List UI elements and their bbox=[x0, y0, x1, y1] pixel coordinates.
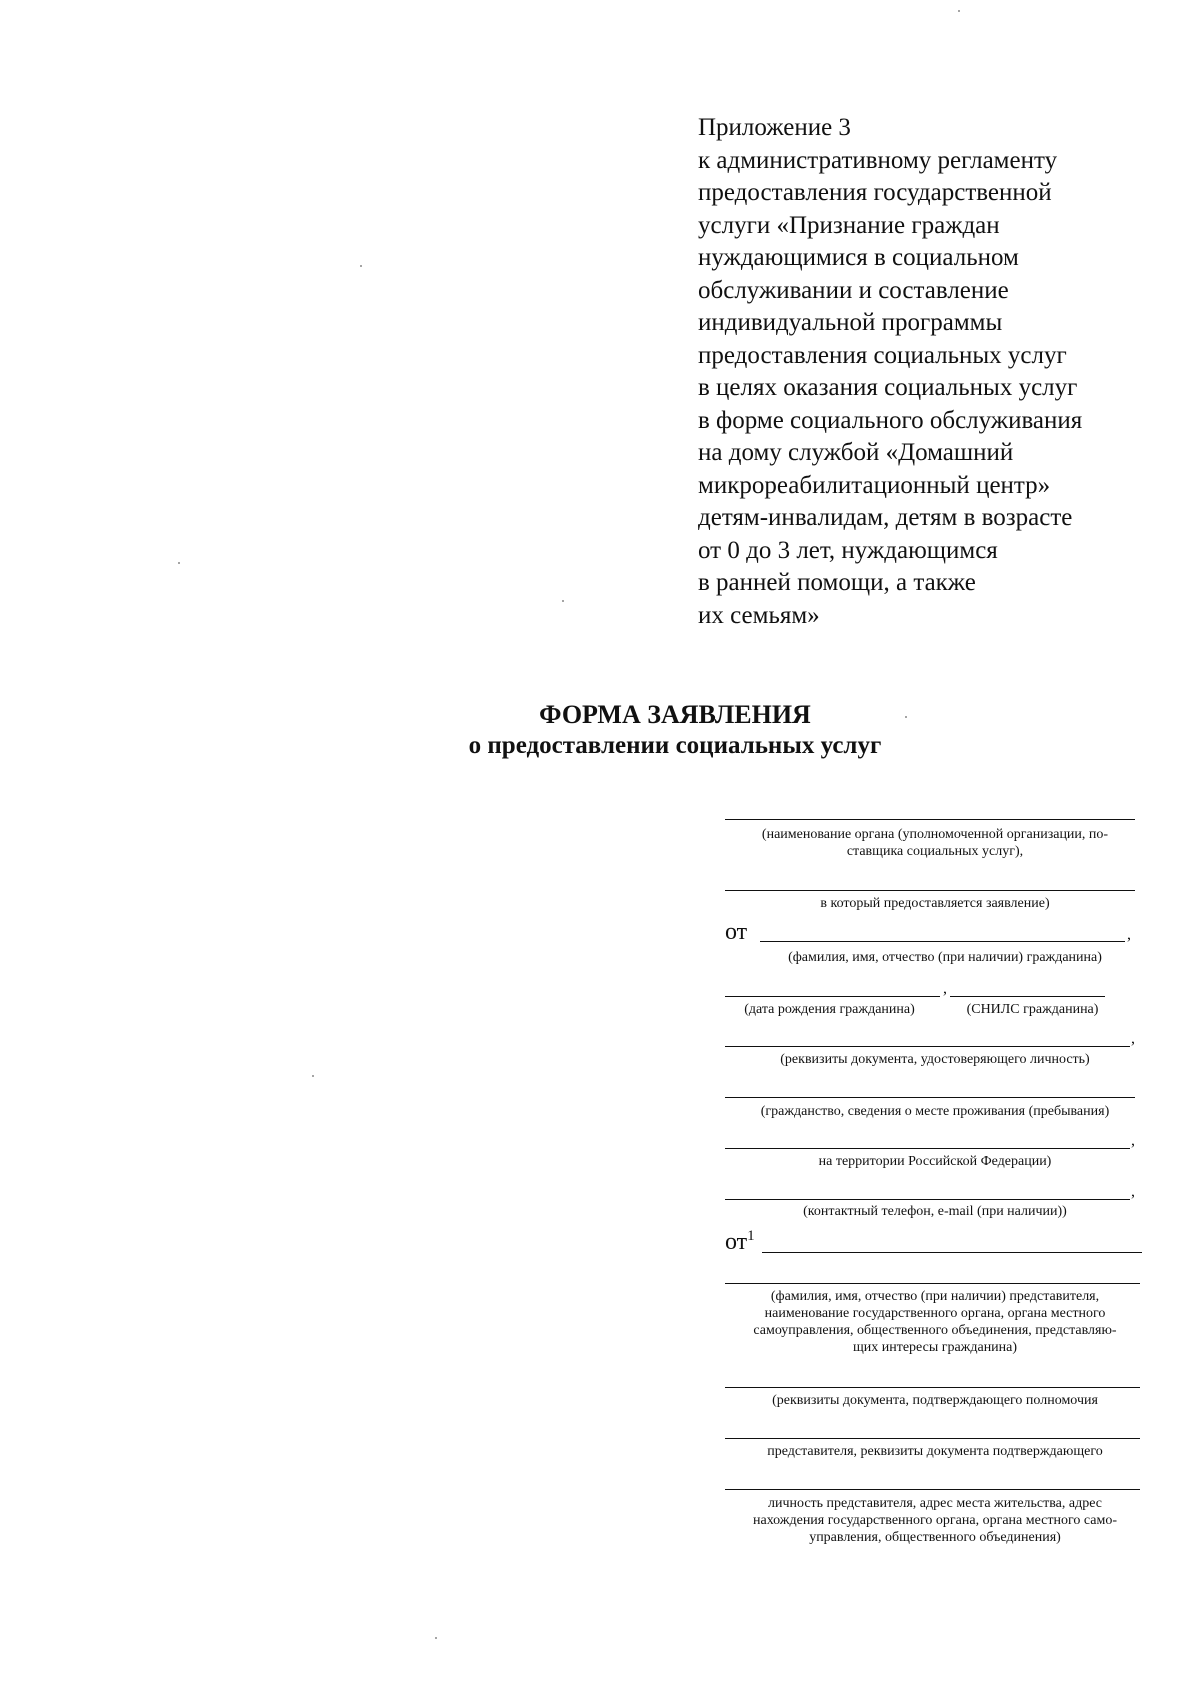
representative-caption-4: щих интересы гражданина) bbox=[852, 1340, 1018, 1355]
identity-doc-caption: (реквизиты документа, удостоверяющего личность) bbox=[780, 1052, 1090, 1067]
scan-speck bbox=[360, 265, 362, 267]
authority-caption-1: (реквизиты документа, подтверждающего полномочия bbox=[772, 1393, 1098, 1408]
snils-line[interactable] bbox=[950, 996, 1105, 997]
appendix-line: их семьям» bbox=[698, 601, 820, 629]
appendix-line: микрореабилитационный центр» bbox=[698, 471, 1051, 499]
scan-speck bbox=[435, 1637, 437, 1639]
residence-line[interactable] bbox=[725, 1148, 1130, 1149]
form-subtitle: о предоставлении социальных услуг bbox=[468, 732, 882, 759]
contact-line[interactable] bbox=[725, 1199, 1130, 1200]
from-label-2: от bbox=[725, 1229, 748, 1255]
appendix-line: индивидуальной программы bbox=[698, 309, 1003, 336]
scan-speck bbox=[562, 600, 564, 602]
appendix-line: в ранней помощи, а также bbox=[698, 569, 976, 596]
org-caption-3: в который предоставляется заявление) bbox=[820, 896, 1050, 911]
comma: , bbox=[1131, 1183, 1135, 1200]
appendix-line: в целях оказания социальных услуг bbox=[698, 374, 1078, 401]
representative-caption-2: наименование государственного органа, органа местного bbox=[764, 1306, 1106, 1321]
authority-doc-line[interactable] bbox=[725, 1387, 1140, 1388]
form-title: ФОРМА ЗАЯВЛЕНИЯ bbox=[539, 700, 811, 729]
footnote-mark: 1 bbox=[747, 1228, 755, 1244]
org-name-line[interactable] bbox=[725, 819, 1135, 820]
org-caption-2: ставщика социальных услуг), bbox=[846, 844, 1024, 859]
scan-speck bbox=[958, 10, 960, 12]
scan-speck bbox=[178, 562, 180, 564]
birth-date-caption: (дата рождения гражданина) bbox=[744, 1002, 915, 1017]
authority-doc-line-3[interactable] bbox=[725, 1489, 1140, 1490]
from-representative-label bbox=[725, 1228, 755, 1256]
snils-caption: (СНИЛС гражданина) bbox=[966, 1002, 1099, 1017]
residence-caption: на территории Российской Федерации) bbox=[818, 1154, 1052, 1169]
comma: , bbox=[1131, 1030, 1135, 1047]
appendix-line: Приложение 3 bbox=[698, 114, 851, 141]
appendix-line: от 0 до 3 лет, нуждающимся bbox=[698, 536, 998, 564]
appendix-line: обслуживании и составление bbox=[698, 276, 1009, 304]
org-name-line-2[interactable] bbox=[725, 890, 1135, 891]
authority-caption-2: представителя, реквизиты документа подтверждающего bbox=[767, 1444, 1103, 1459]
appendix-header bbox=[698, 112, 1168, 632]
citizen-name-caption: (фамилия, имя, отчество (при наличии) гражданина) bbox=[788, 950, 1102, 965]
authority-caption-5: управления, общественного объединения) bbox=[809, 1530, 1061, 1545]
representative-caption-1: (фамилия, имя, отчество (при наличии) представителя, bbox=[770, 1289, 1100, 1304]
birth-date-line[interactable] bbox=[725, 996, 940, 997]
representative-line[interactable] bbox=[762, 1252, 1142, 1253]
appendix-line: предоставления социальных услуг bbox=[698, 341, 1067, 369]
scan-speck bbox=[905, 716, 907, 718]
appendix-line: к административному регламенту bbox=[698, 146, 1058, 174]
representative-line-2[interactable] bbox=[725, 1283, 1140, 1284]
representative-caption-3: самоуправления, общественного объединения, представляю- bbox=[753, 1323, 1117, 1338]
from-label: от bbox=[725, 919, 748, 945]
appendix-line: на дому службой «Домашний bbox=[698, 439, 1014, 466]
scan-speck bbox=[312, 1075, 314, 1077]
authority-caption-4: нахождения государственного органа, органа местного само- bbox=[752, 1513, 1118, 1528]
citizenship-line[interactable] bbox=[725, 1097, 1135, 1098]
appendix-line: в форме социального обслуживания bbox=[698, 406, 1083, 434]
contact-caption: (контактный телефон, e-mail (при наличии)) bbox=[803, 1204, 1067, 1219]
appendix-line: нуждающимися в социальном bbox=[698, 244, 1019, 271]
authority-caption-3: личность представителя, адрес места жительства, адрес bbox=[767, 1496, 1102, 1511]
org-caption-1: (наименование органа (уполномоченной организации, по- bbox=[761, 827, 1109, 842]
appendix-line: услуги «Признание граждан bbox=[698, 211, 1000, 239]
comma: , bbox=[1131, 1132, 1135, 1149]
citizen-name-line[interactable] bbox=[760, 941, 1125, 942]
citizenship-caption: (гражданство, сведения о месте проживания (пребывания) bbox=[760, 1104, 1110, 1119]
authority-doc-line-2[interactable] bbox=[725, 1438, 1140, 1439]
appendix-line: детям-инвалидам, детям в возрасте bbox=[698, 504, 1073, 531]
identity-doc-line[interactable] bbox=[725, 1046, 1130, 1047]
comma: , bbox=[943, 980, 947, 997]
comma: , bbox=[1127, 926, 1131, 943]
appendix-line: предоставления государственной bbox=[698, 179, 1052, 206]
